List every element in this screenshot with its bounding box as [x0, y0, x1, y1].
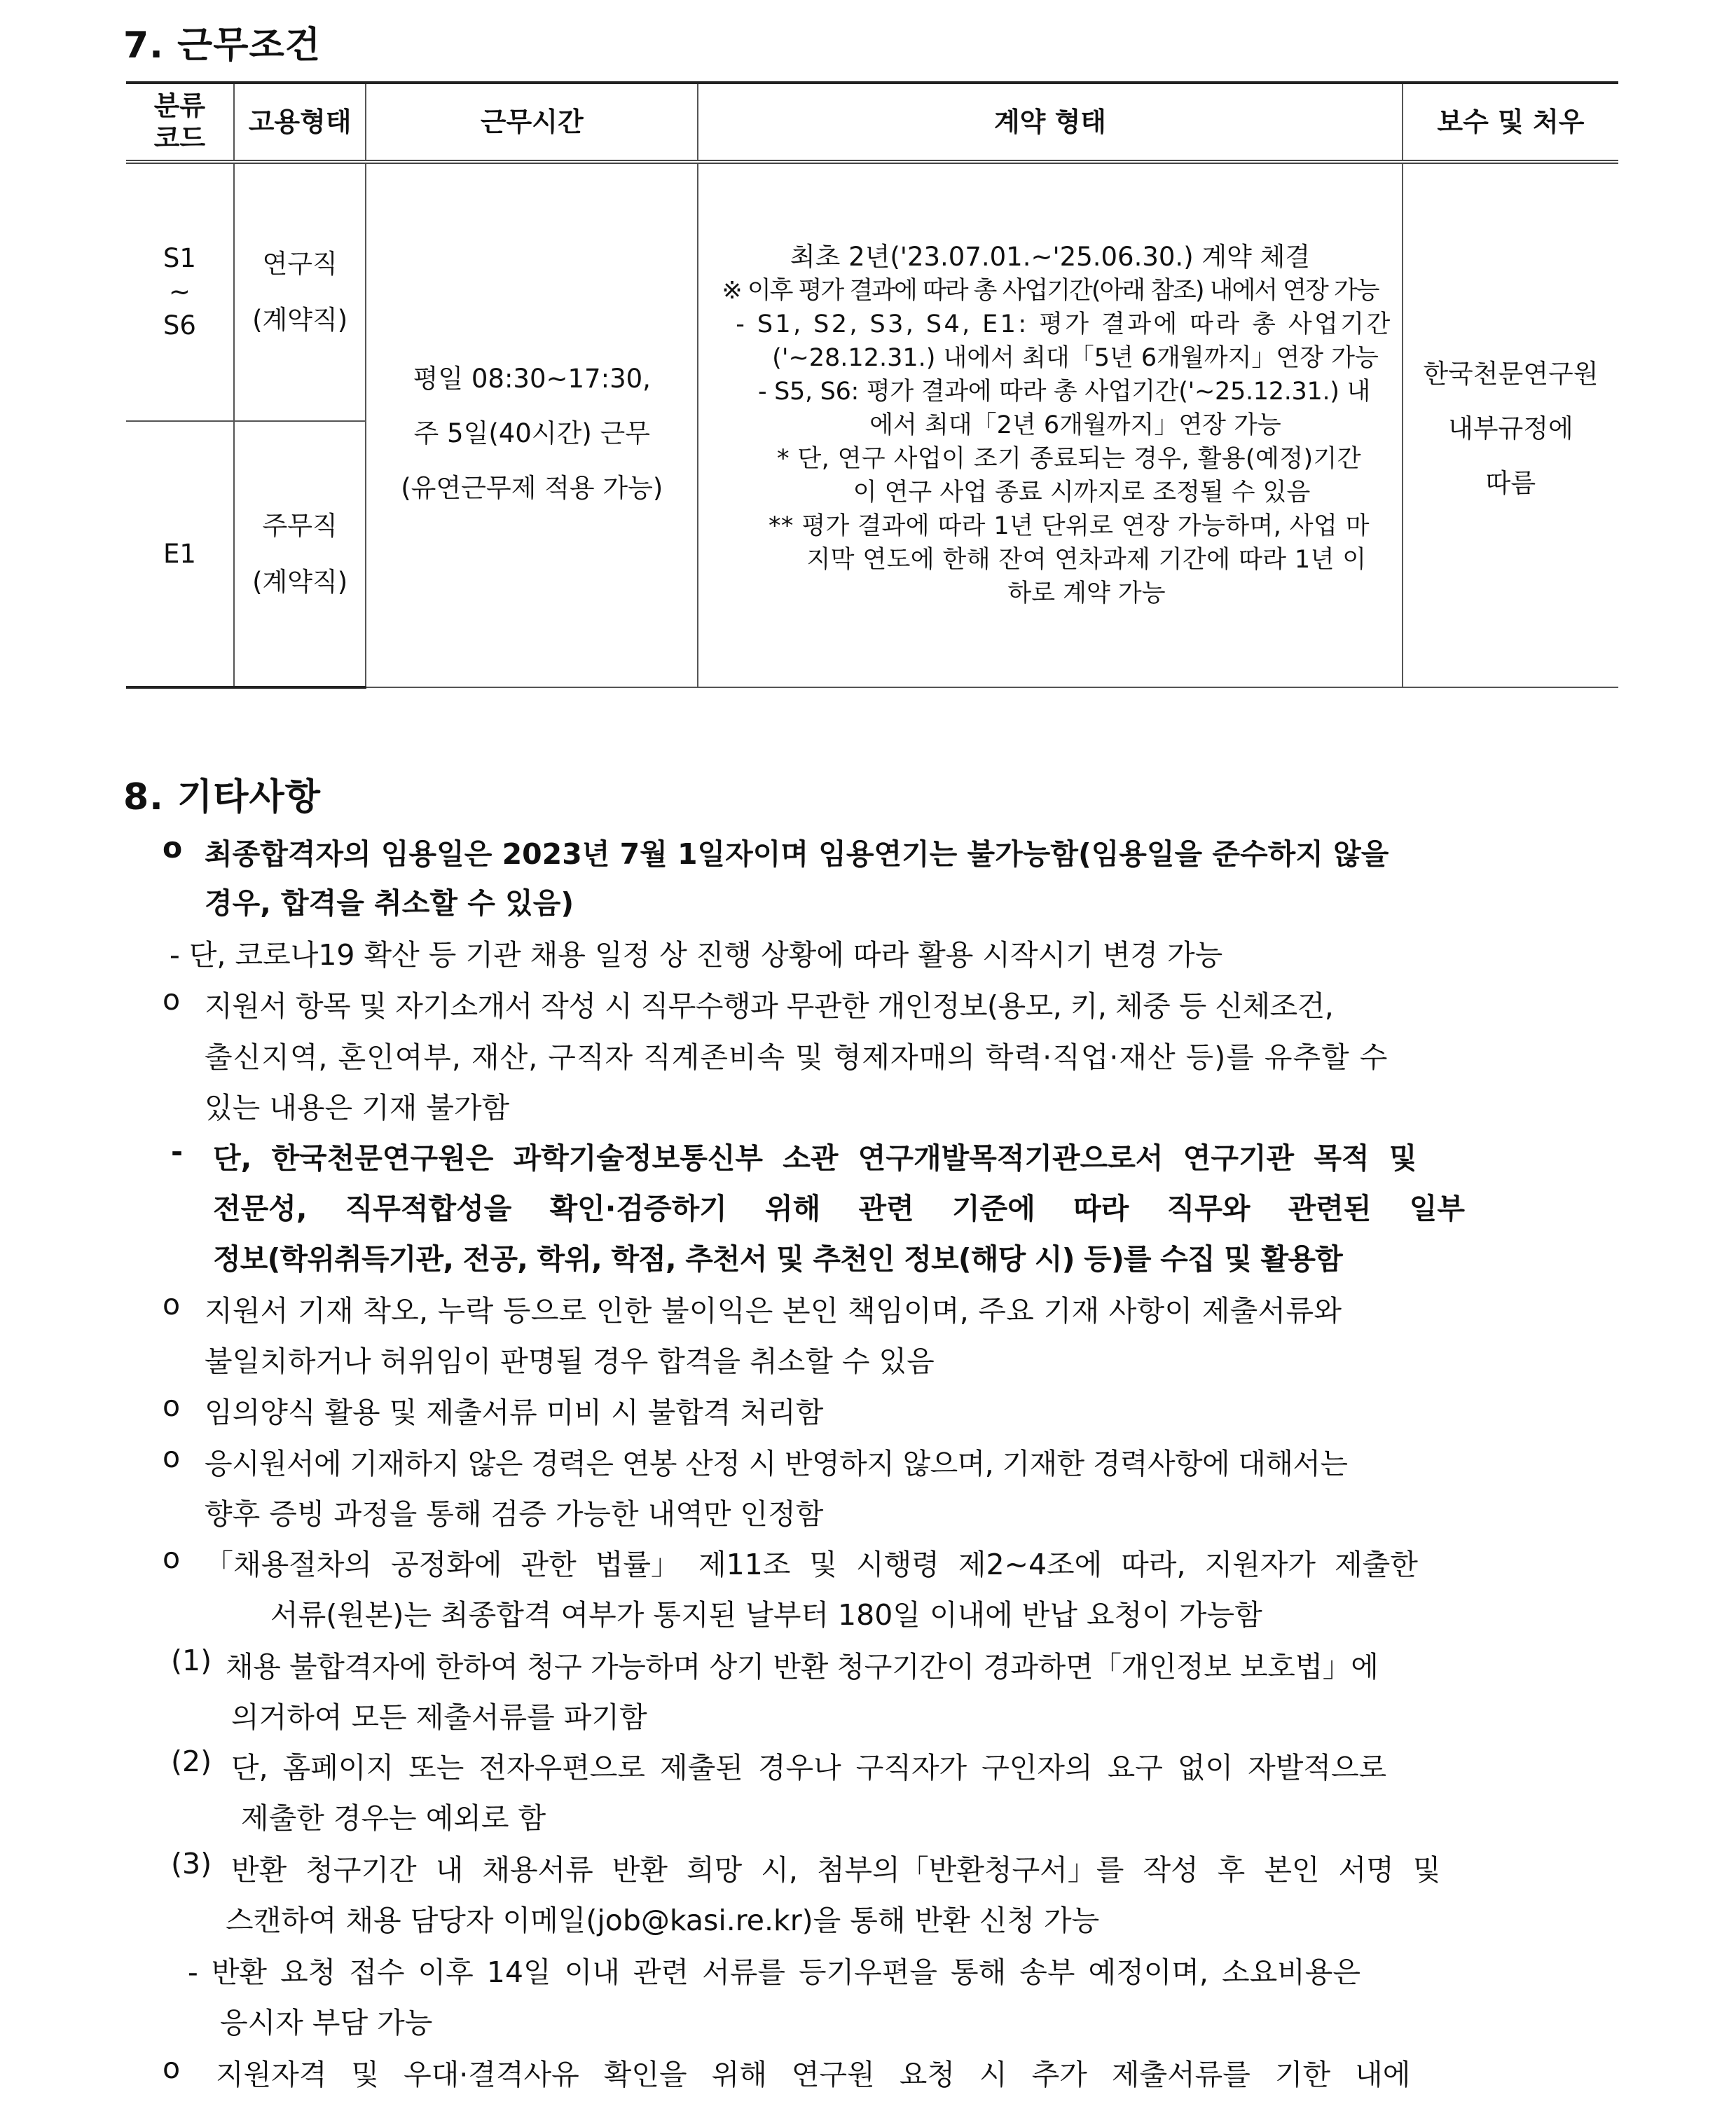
text-line: 응시원서에 기재하지 않은 경력은 연봉 산정 시 반영하지 않으며, 기재한 경력사항에 대해서는: [205, 1447, 1348, 1480]
dash-marker: -: [171, 1135, 184, 1169]
code-cell: S1 ~ S6: [126, 162, 234, 421]
section-7-title: 7. 근무조건: [123, 25, 321, 67]
hours-cell: 평일 08:30~17:30, 주 5일(40시간) 근무 (유연근무제 적용 가능): [366, 162, 698, 687]
text-line: 있는 내용은 기재 불가함: [205, 1091, 510, 1125]
line-text: 최종합격자의 임용일은 2023년 7월 1일자이며 임용연기는 불가능함(임용일을 준수하지 않을: [205, 837, 1389, 871]
text-line: 경우, 합격을 취소할 수 있음): [205, 886, 574, 920]
contract-line: 에서 최대「2년 6개월까지」연장 가능: [869, 411, 1281, 439]
text-line: 전문성, 직무적합성을 확인·검증하기 위해 관련 기준에 따라 직무와 관련된 일부: [213, 1192, 1466, 1225]
type-cell: 주무직 (계약직): [234, 421, 366, 687]
text-line: 채용 불합격자에 한하여 청구 가능하며 상기 반환 청구기간이 경과하면「개인정보 보호법」에: [226, 1650, 1379, 1684]
contract-cell: [698, 162, 1403, 687]
type-cell: 연구직 (계약직): [234, 162, 366, 421]
bullet-marker: o: [163, 983, 181, 1017]
text-line: 정보(학위취득기관, 전공, 학위, 학점, 추천서 및 추천인 정보(해당 시) 등)를 수집 및 활용함: [213, 1242, 1342, 1276]
contract-line: ('~28.12.31.) 내에서 최대「5년 6개월까지」연장 가능: [772, 344, 1379, 372]
text-line: 스캔하여 채용 담당자 이메일(job@kasi.re.kr)을 통해 반환 신청 가능: [226, 1904, 1100, 1937]
code-cell: E1: [126, 421, 234, 687]
text-line: 서류(원본)는 최종합격 여부가 통지된 날부터 180일 이내에 반납 요청이 가능함: [270, 1598, 1262, 1632]
table-row: [126, 162, 1618, 421]
bullet-marker: o: [163, 1288, 181, 1321]
header-code: 분류 코드: [126, 83, 234, 162]
text-line: 향후 증빙 과정을 통해 검증 가능한 내역만 인정함: [205, 1497, 824, 1531]
text-line: 지원서 항목 및 자기소개서 작성 시 직무수행과 무관한 개인정보(용모, 키, 체중 등 신체조건,: [205, 989, 1334, 1023]
bullet-marker: o: [163, 1389, 181, 1423]
header-employment-type: 고용형태: [234, 83, 366, 162]
text-line: 지원자격 및 우대·결격사유 확인을 위해 연구원 요청 시 추가 제출서류를 기한 내에: [216, 2058, 1411, 2091]
text-line: 임의양식 활용 및 제출서류 미비 시 불합격 처리함: [205, 1396, 824, 1429]
header-contract-type: 계약 형태: [698, 83, 1403, 162]
text-line: - 단, 코로나19 확산 등 기관 채용 일정 상 진행 상황에 따라 활용 시작시기 변경 가능: [170, 938, 1223, 972]
number-marker: (1): [171, 1644, 212, 1677]
contract-line: 하로 계약 가능: [1007, 579, 1166, 607]
text-line: 반환 청구기간 내 채용서류 반환 희망 시, 첨부의「반환청구서」를 작성 후 본인 서명 및: [231, 1853, 1441, 1887]
bullet-marker: o: [163, 2051, 181, 2085]
header-pay: 보수 및 처우: [1403, 83, 1618, 162]
text-line: 단, 한국천문연구원은 과학기술정보통신부 소관 연구개발목적기관으로서 연구기관 목적 및: [213, 1141, 1417, 1175]
text-line: 의거하여 모든 제출서류를 파기함: [231, 1700, 647, 1734]
contract-line: 지막 연도에 한해 잔여 연차과제 기간에 따라 1년 이: [806, 546, 1367, 574]
text-line: 제출한 경우는 예외로 함: [241, 1801, 546, 1835]
contract-line: - S5, S6: 평가 결과에 따라 총 사업기간('~25.12.31.) 내: [757, 378, 1370, 406]
header-work-hours: 근무시간: [366, 83, 698, 162]
contract-line: - S1, S2, S3, S4, E1: 평가 결과에 따라 총 사업기간: [736, 310, 1393, 338]
text-line: 출신지역, 혼인여부, 재산, 구직자 직계존비속 및 형제자매의 학력·직업·재산 등)를 유추할 수: [205, 1040, 1389, 1074]
text-line: 불일치하거나 허위임이 판명될 경우 합격을 취소할 수 있음: [205, 1345, 935, 1378]
number-marker: (2): [171, 1745, 212, 1778]
text-line: 「채용절차의 공정화에 관한 법률」 제11조 및 시행령 제2~4조에 따라, 지원자가 제출한: [205, 1548, 1418, 1581]
bullet-marker: o: [163, 1441, 181, 1474]
section-8-title: 8. 기타사항: [123, 776, 321, 818]
text-line: 응시자 부담 가능: [220, 2006, 433, 2040]
pay-cell: 한국천문연구원 내부규정에 따름: [1403, 162, 1618, 687]
table-header-row: [126, 83, 1618, 162]
contract-line: ** 평가 결과에 따라 1년 단위로 연장 가능하며, 사업 마: [769, 512, 1370, 540]
bullet-marker: o: [163, 1541, 181, 1575]
text-line: 단, 홈페이지 또는 전자우편으로 제출된 경우나 구직자가 구인자의 요구 없이 자발적으로: [231, 1751, 1387, 1785]
number-marker: (3): [171, 1847, 212, 1880]
contract-line: 최초 2년('23.07.01.~'25.06.30.) 계약 체결: [790, 242, 1311, 272]
contract-line: * 단, 연구 사업이 조기 종료되는 경우, 활용(예정)기간: [777, 445, 1361, 473]
work-conditions-table: [126, 81, 1618, 689]
contract-line: ※ 이후 평가 결과에 따라 총 사업기간(아래 참조) 내에서 연장 가능: [722, 277, 1379, 305]
bullet-marker: o: [163, 831, 183, 865]
contract-line: 이 연구 사업 종료 시까지로 조정될 수 있음: [853, 479, 1311, 507]
text-line: 지원서 기재 착오, 누락 등으로 인한 불이익은 본인 책임이며, 주요 기재 사항이 제출서류와: [205, 1294, 1342, 1328]
text-line: [205, 831, 1618, 872]
text-line: - 반환 요청 접수 이후 14일 이내 관련 서류를 등기우편을 통해 송부 예정이며, 소요비용은: [188, 1955, 1361, 1989]
